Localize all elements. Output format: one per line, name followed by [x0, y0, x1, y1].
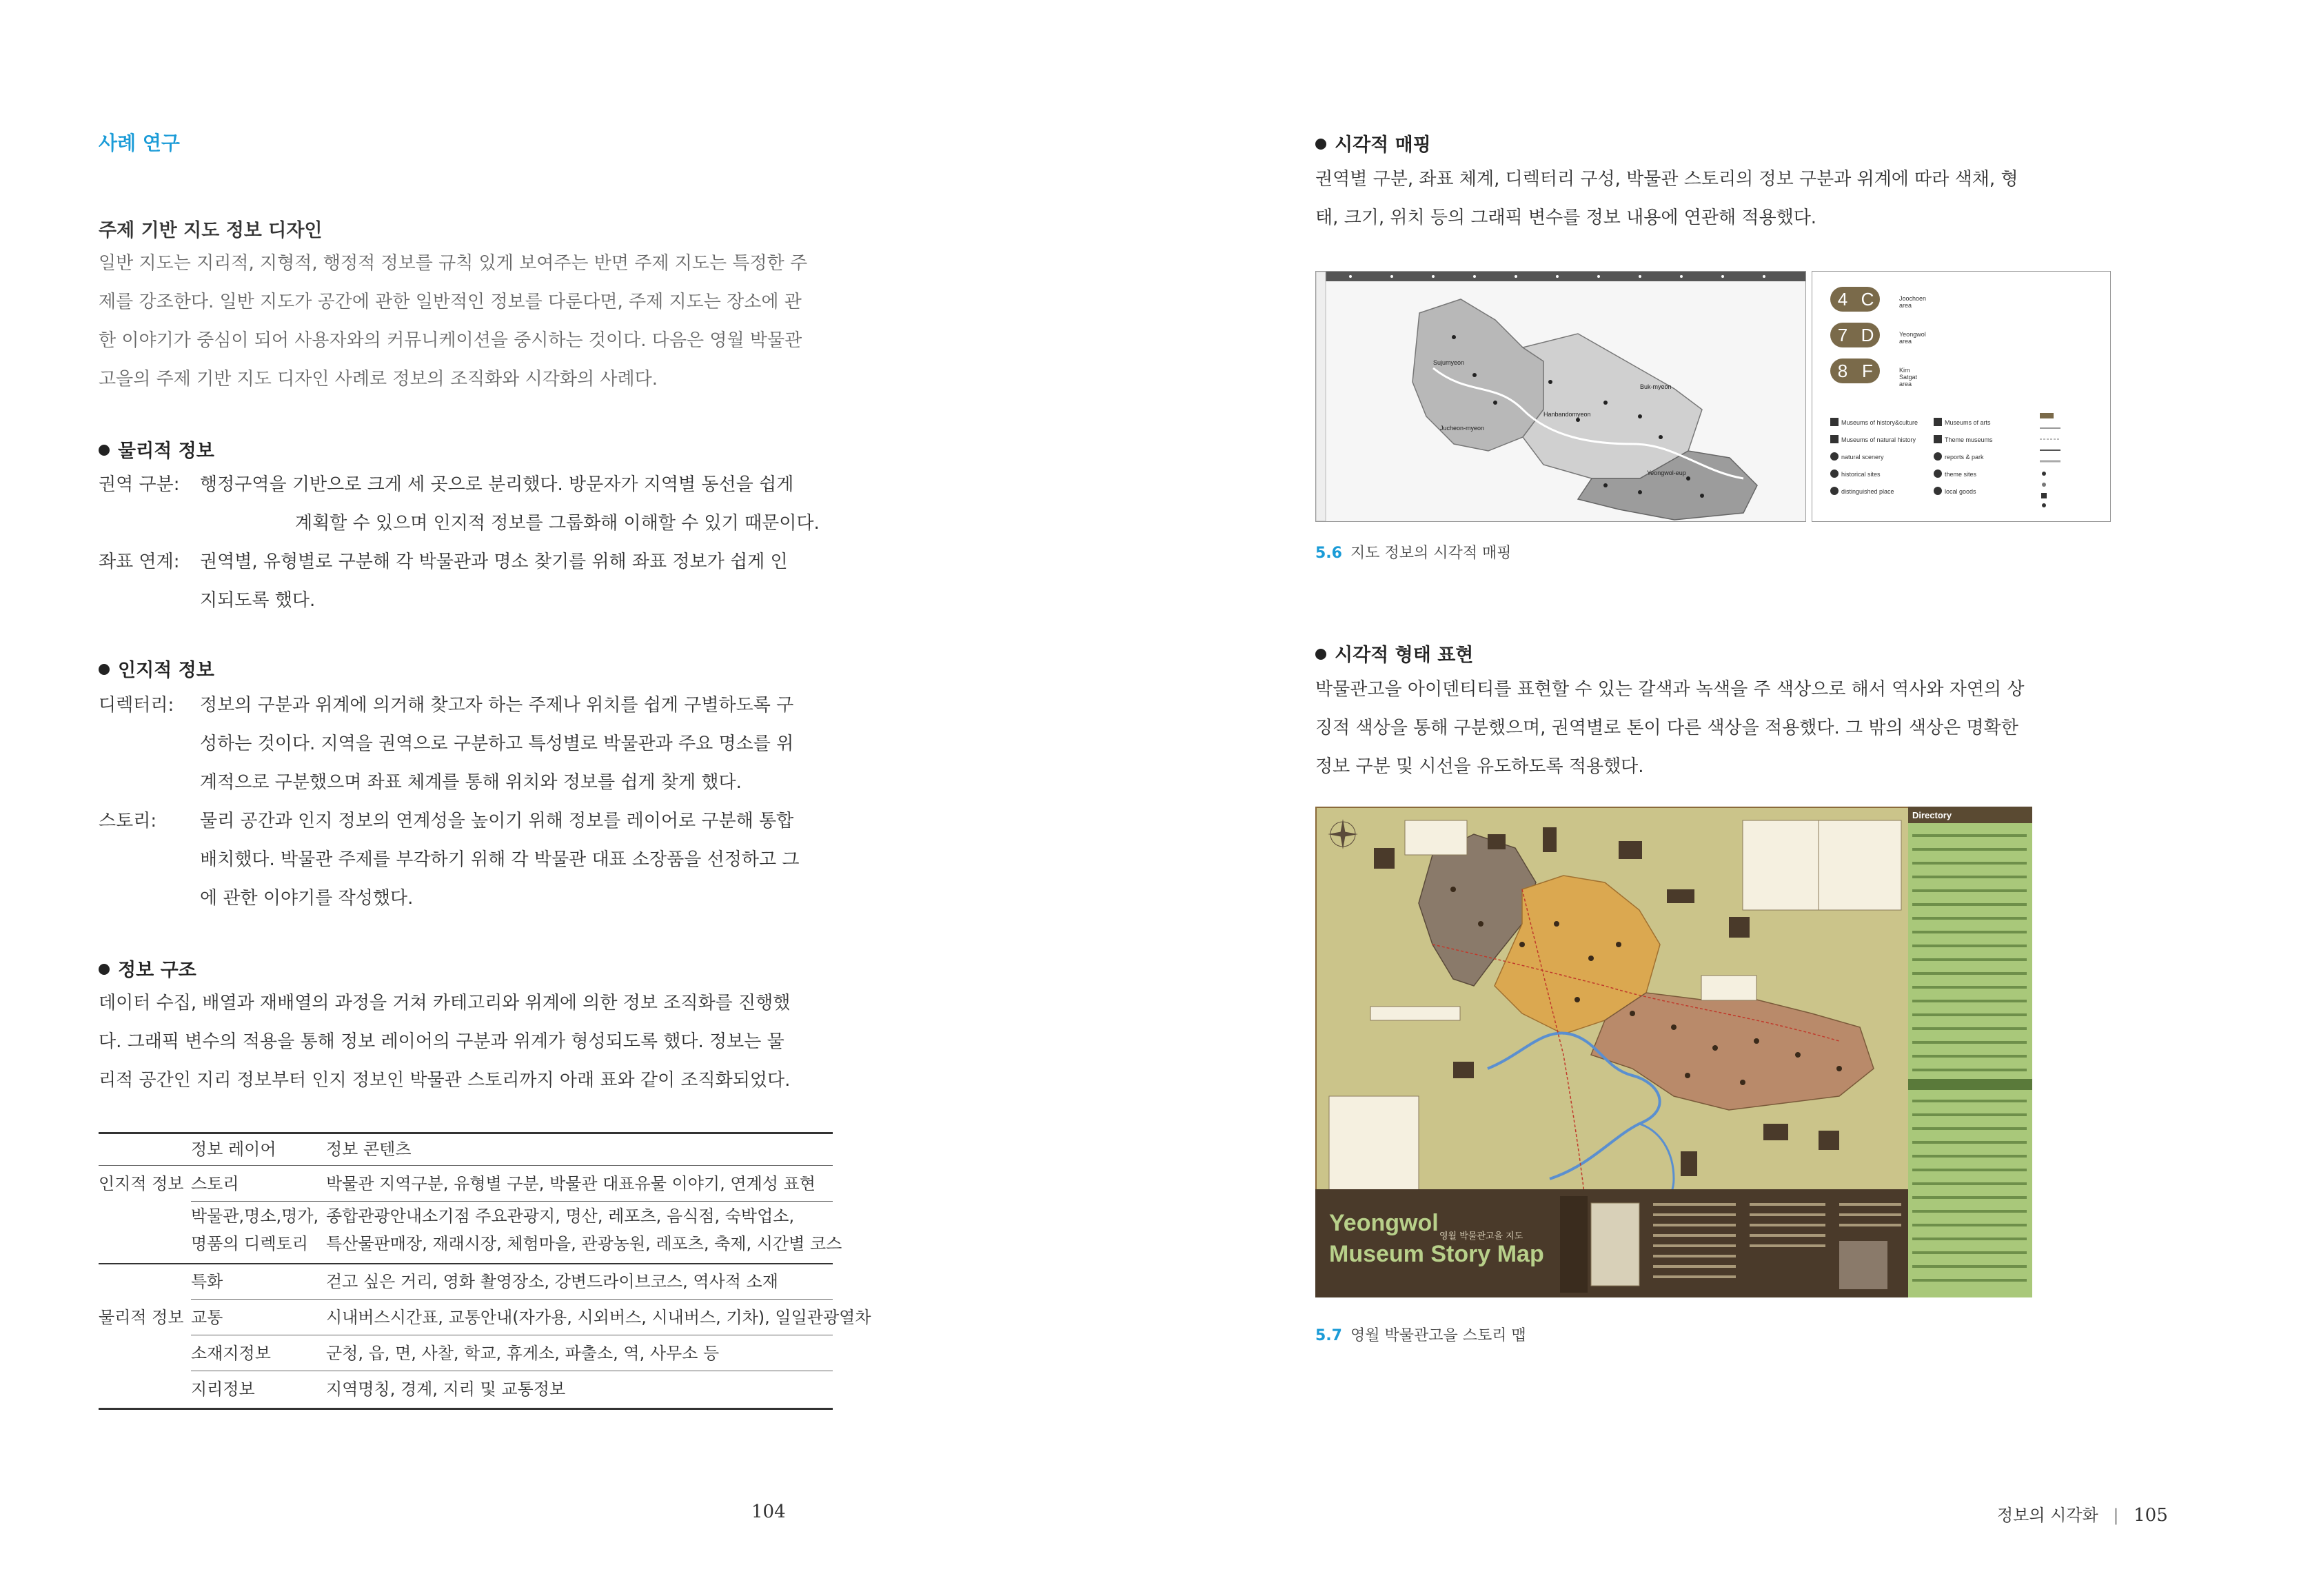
table-group-physical: 물리적 정보: [99, 1308, 184, 1327]
area-code-list: [1830, 287, 1927, 394]
legend-item: local goods: [1934, 487, 2023, 495]
def-term: 좌표 연계:: [99, 552, 180, 572]
table-cell-content: [326, 1202, 842, 1257]
map-title-line1: Yeongwol: [1329, 1210, 1439, 1236]
table-header-layer: 정보 레이어: [191, 1140, 276, 1159]
heading-text: 시각적 매핑: [1335, 134, 1431, 156]
area-code-row: [1830, 323, 1926, 358]
story-map-svg: [1315, 807, 2032, 1297]
heading-text: 인지적 정보: [118, 660, 214, 681]
heading-text: 물리적 정보: [118, 441, 214, 462]
legend-item: theme sites: [1934, 469, 2023, 478]
bullet-icon: [99, 664, 110, 675]
area-code-row: [1830, 358, 1918, 394]
table-group-cognitive: 인지적 정보: [99, 1174, 184, 1193]
text-line: 박물관,명소,명가,: [191, 1206, 319, 1226]
def-desc: [200, 465, 820, 543]
visual-form-heading: [1315, 640, 1473, 667]
table-group-rule: [99, 1263, 833, 1264]
area-number-badge: 8: [1830, 358, 1855, 383]
table-cell-content: 군청, 읍, 면, 사찰, 학교, 휴게소, 파출소, 역, 사무소 등: [326, 1344, 720, 1363]
text-line: 행정구역을 기반으로 크게 세 곳으로 분리했다. 방문자가 지역별 동선을 쉽게: [200, 474, 794, 495]
table-cell-layer: 지리정보: [191, 1380, 255, 1399]
figure-story-map: [1315, 807, 2032, 1297]
caption-text: 영월 박물관고을 스토리 맵: [1350, 1327, 1526, 1344]
area-letter-badge: C: [1855, 287, 1880, 312]
intro-title: 주제 기반 지도 정보 디자인: [99, 220, 323, 241]
def-coordinate-link: [99, 543, 850, 620]
legend-item: reports & park: [1934, 452, 2023, 461]
visual-mapping-heading: [1315, 130, 1431, 156]
category-legend: [1830, 418, 2023, 495]
figure-visual-mapping-legend: [1812, 271, 2111, 522]
text-line: 배치했다. 박물관 주제를 부각하기 위해 각 박물관 대표 소장품을 선정하고 그: [200, 849, 800, 870]
table-cell-layer: 특화: [191, 1272, 223, 1291]
def-term: 디렉터리:: [99, 695, 174, 716]
right-page: [1160, 0, 2319, 1596]
map-top-ruler: [1316, 272, 1805, 281]
section-label: 사례 연구: [99, 132, 180, 154]
bullet-icon: [99, 445, 110, 456]
table-cell-content: 걷고 싶은 거리, 영화 촬영장소, 강변드라이브코스, 역사적 소재: [326, 1272, 778, 1291]
table-cell-layer: 교통: [191, 1308, 223, 1327]
table-divider: [99, 1165, 833, 1166]
structure-heading: [99, 955, 196, 982]
table-cell-layer: 스토리: [191, 1174, 239, 1193]
figure-caption-5-6: [1315, 541, 1512, 563]
def-term: 권역 구분:: [99, 474, 180, 495]
def-desc: [200, 802, 800, 918]
text-line: 에 관한 이야기를 작성했다.: [200, 888, 414, 909]
text-line: 계적으로 구분했으며 좌표 체계를 통해 위치와 정보를 쉽게 찾게 했다.: [200, 772, 742, 793]
caption-text: 지도 정보의 시각적 매핑: [1350, 545, 1512, 562]
table-cell-layer: [191, 1202, 318, 1257]
text-line: 박물관고을 아이덴티티를 표현할 수 있는 갈색과 녹색을 주 색상으로 해서 역사와 자연의 상: [1315, 679, 2025, 700]
area-code-row: [1830, 287, 1927, 323]
table-cell-content: 시내버스시간표, 교통안내(자가용, 시외버스, 시내버스, 기차), 일일관광열차: [326, 1308, 871, 1327]
text-line: 정보의 구분과 위계에 의거해 찾고자 하는 주제나 위치를 쉽게 구별하도록 구: [200, 695, 794, 716]
area-label: Yeongwol area: [1899, 331, 1926, 345]
caption-number: 5.7: [1315, 1327, 1342, 1344]
map-subtitle: 영월 박물관고을 지도: [1439, 1231, 1523, 1242]
physical-info-heading: [99, 436, 214, 463]
legend-item: Theme museums: [1934, 435, 2023, 443]
cognitive-info-heading: [99, 655, 214, 682]
table-divider: [191, 1201, 833, 1202]
text-line: 징적 색상을 통해 구분했으며, 권역별로 톤이 다른 색상을 적용했다. 그 밖의 색상은 명확한: [1315, 718, 2018, 738]
area-letter-badge: F: [1855, 358, 1880, 383]
intro-paragraph: [99, 244, 850, 398]
def-directory: [99, 686, 850, 802]
text-line: 권역별 구분, 좌표 체계, 디렉터리 구성, 박물관 스토리의 정보 구분과 위계에 따라 색채, 형: [1315, 169, 2018, 190]
place-label: Hanbandomyeon: [1543, 411, 1591, 418]
text-line: 성하는 것이다. 지역을 권역으로 구분하고 특성별로 박물관과 주요 명소를 위: [200, 734, 794, 754]
bullet-icon: [99, 964, 110, 975]
place-label: Sujumyeon: [1433, 359, 1465, 366]
def-desc: [200, 543, 788, 620]
figure-caption-5-7: [1315, 1324, 1526, 1345]
text-line: 특산물판매장, 재래시장, 체험마을, 관광농원, 레포츠, 축제, 시간별 코스: [326, 1234, 842, 1253]
heading-text: 정보 구조: [118, 960, 196, 981]
directory-label: Directory: [1912, 810, 1952, 820]
place-label: Buk-myeon: [1640, 383, 1672, 390]
figure-visual-mapping-map: [1315, 271, 1806, 522]
area-letter-badge: D: [1855, 323, 1880, 347]
area-number-badge: 7: [1830, 323, 1855, 347]
structure-paragraph: [99, 984, 857, 1100]
running-footer: [1997, 1502, 2168, 1526]
heading-text: 시각적 형태 표현: [1335, 645, 1474, 666]
table-divider: [191, 1299, 833, 1300]
text-line: 종합관광안내소기점 주요관광지, 명산, 레포츠, 음식점, 숙박업소,: [326, 1206, 795, 1226]
legend-item: Museums of natural history: [1830, 435, 1934, 443]
table-cell-content: 박물관 지역구분, 유형별 구분, 박물관 대표유물 이야기, 연계성 표현: [326, 1174, 816, 1193]
text-line: 일반 지도는 지리적, 지형적, 행정적 정보를 규칙 있게 보여주는 반면 주제 지도는 특정한 주: [99, 253, 808, 274]
legend-item: historical sites: [1830, 469, 1934, 478]
visual-mapping-paragraph: [1315, 160, 2087, 237]
text-line: 태, 크기, 위치 등의 그래픽 변수를 정보 내용에 연관해 적용했다.: [1315, 208, 1817, 228]
text-line: 리적 공간인 지리 정보부터 인지 정보인 박물관 스토리까지 아래 표와 같이 조직화되었다.: [99, 1070, 791, 1091]
place-label: Yeongwol-eup: [1647, 469, 1686, 476]
text-line: 정보 구분 및 시선을 유도하도록 적용했다.: [1315, 756, 1644, 777]
def-desc: [200, 686, 793, 802]
bullet-icon: [1315, 139, 1326, 150]
text-line: 권역별, 유형별로 구분해 각 박물관과 명소 찾기를 위해 좌표 정보가 쉽게 인: [200, 552, 788, 572]
map-title-line2: Museum Story Map: [1329, 1241, 1544, 1267]
area-label: Joochoen area: [1899, 295, 1927, 309]
legend-item: Museums of arts: [1934, 418, 2023, 426]
table-cell-layer: 소재지정보: [191, 1344, 271, 1363]
table-cell-content: 지역명칭, 경계, 지리 및 교통정보: [326, 1380, 566, 1399]
table-bottom-rule: [99, 1408, 833, 1410]
def-region-division: [99, 465, 850, 543]
text-line: 물리 공간과 인지 정보의 연계성을 높이기 위해 정보를 레이어로 구분해 통합: [200, 811, 794, 831]
page-number-left: 104: [751, 1502, 786, 1522]
page-number-right: 105: [2134, 1505, 2168, 1526]
legend-item: distinguished place: [1830, 487, 1934, 495]
legend-item: natural scenery: [1830, 452, 1934, 461]
line-style-legend: [2040, 413, 2102, 509]
def-story: [99, 802, 850, 918]
legend-item: Museums of history&culture: [1830, 418, 1934, 426]
place-label: Jucheon-myeon: [1440, 425, 1485, 432]
footer-separator: |: [2113, 1506, 2119, 1525]
text-line: 지되도록 했다.: [200, 590, 316, 611]
area-label: Kim Satgat area: [1899, 367, 1918, 387]
text-line: 명품의 디렉토리: [191, 1234, 308, 1253]
text-line: 데이터 수집, 배열과 재배열의 과정을 거쳐 카테고리와 위계에 의한 정보 조직화를 진행했: [99, 993, 791, 1013]
footer-section: 정보의 시각화: [1997, 1506, 2098, 1525]
table-header-content: 정보 콘텐츠: [326, 1140, 412, 1159]
bullet-icon: [1315, 649, 1326, 660]
visual-form-paragraph: [1315, 670, 2087, 786]
text-line: 고을의 주제 기반 지도 디자인 사례로 정보의 조직화와 시각화의 사례다.: [99, 369, 658, 390]
def-term: 스토리:: [99, 811, 157, 831]
text-line: 제를 강조한다. 일반 지도가 공간에 관한 일반적인 정보를 다룬다면, 주제 지도는 장소에 관: [99, 292, 802, 312]
text-line: 다. 그래픽 변수의 적용을 통해 정보 레이어의 구분과 위계가 형성되도록 했다. 정보는 물: [99, 1031, 784, 1052]
area-number-badge: 4: [1830, 287, 1855, 312]
caption-number: 5.6: [1315, 545, 1342, 562]
text-line: 한 이야기가 중심이 되어 사용자와의 커뮤니케이션을 중시하는 것이다. 다음은 영월 박물관: [99, 330, 802, 351]
text-line: 계획할 수 있으며 인지적 정보를 그룹화해 이해할 수 있기 때문이다.: [295, 513, 820, 534]
map-grayscale-svg: [1316, 272, 1805, 521]
